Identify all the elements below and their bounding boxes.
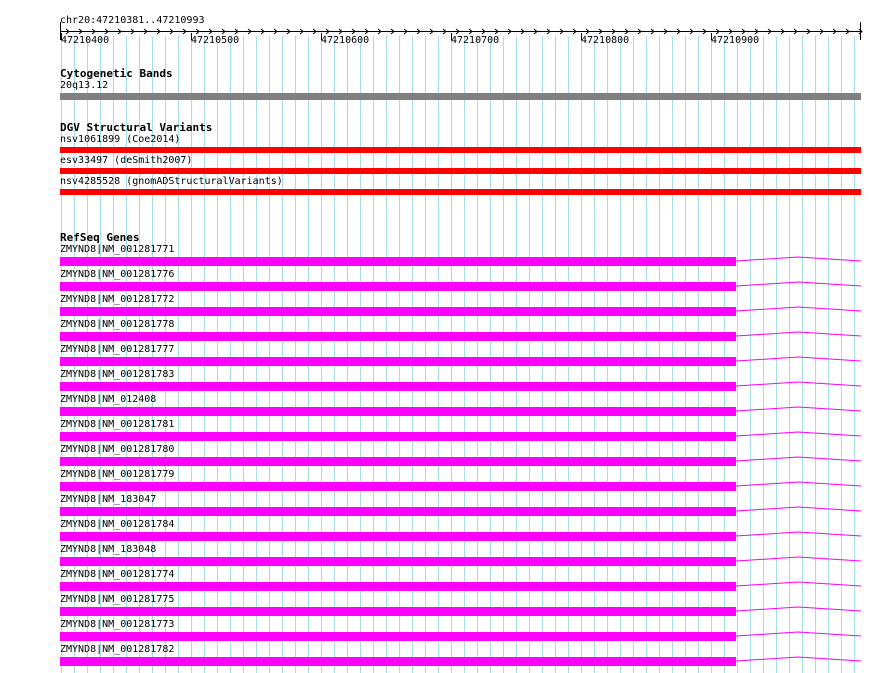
- track-title-dgv: DGV Structural Variants: [60, 121, 213, 134]
- cytoband-label: 20q13.12: [60, 80, 109, 91]
- refseq-exon-bar[interactable]: [60, 657, 736, 666]
- dgv-feature-label: esv33497 (deSmith2007): [60, 155, 193, 166]
- refseq-transcript-label: ZMYND8|NM_183047: [60, 494, 157, 505]
- refseq-intron-line: [736, 307, 861, 311]
- refseq-transcript-label: ZMYND8|NM_183048: [60, 544, 157, 555]
- refseq-intron-line: [736, 407, 861, 411]
- refseq-transcript-label: ZMYND8|NM_001281782: [60, 644, 175, 655]
- track-title-cytoband: Cytogenetic Bands: [60, 67, 173, 80]
- refseq-intron-line: [736, 557, 861, 561]
- refseq-exon-bar[interactable]: [60, 357, 736, 366]
- refseq-transcript-label: ZMYND8|NM_001281783: [60, 369, 175, 380]
- refseq-intron-line: [736, 257, 861, 261]
- refseq-intron-line: [736, 432, 861, 436]
- refseq-exon-bar[interactable]: [60, 507, 736, 516]
- refseq-exon-bar[interactable]: [60, 307, 736, 316]
- ruler-tick-label: 47210500: [191, 35, 240, 46]
- refseq-intron-line: [736, 382, 861, 386]
- refseq-exon-bar[interactable]: [60, 332, 736, 341]
- dgv-feature-label: nsv1061899 (Coe2014): [60, 134, 181, 145]
- refseq-transcript-label: ZMYND8|NM_001281775: [60, 594, 175, 605]
- refseq-exon-bar[interactable]: [60, 582, 736, 591]
- dgv-feature-bar[interactable]: [60, 189, 861, 195]
- refseq-exon-bar[interactable]: [60, 607, 736, 616]
- cytoband-bar[interactable]: [60, 93, 861, 100]
- refseq-transcript-label: ZMYND8|NM_001281781: [60, 419, 175, 430]
- refseq-exon-bar[interactable]: [60, 407, 736, 416]
- ruler-tick-label: 47210900: [711, 35, 760, 46]
- refseq-transcript-label: ZMYND8|NM_001281774: [60, 569, 175, 580]
- refseq-intron-line: [736, 482, 861, 486]
- refseq-intron-line: [736, 357, 861, 361]
- refseq-transcript-label: ZMYND8|NM_001281772: [60, 294, 175, 305]
- ruler-tick-label: 47210800: [581, 35, 630, 46]
- track-title-refseq: RefSeq Genes: [60, 231, 140, 244]
- refseq-transcript-label: ZMYND8|NM_001281778: [60, 319, 175, 330]
- refseq-exon-bar[interactable]: [60, 257, 736, 266]
- refseq-intron-line: [736, 332, 861, 336]
- refseq-transcript-label: ZMYND8|NM_001281777: [60, 344, 175, 355]
- refseq-transcript-label: ZMYND8|NM_001281773: [60, 619, 175, 630]
- refseq-transcript-label: ZMYND8|NM_001281784: [60, 519, 175, 530]
- refseq-exon-bar[interactable]: [60, 482, 736, 491]
- refseq-exon-bar[interactable]: [60, 432, 736, 441]
- refseq-intron-line: [736, 607, 861, 611]
- ruler-range-label: chr20:47210381..47210993: [60, 15, 205, 26]
- refseq-exon-bar[interactable]: [60, 382, 736, 391]
- refseq-transcript-label: ZMYND8|NM_001281771: [60, 244, 175, 255]
- refseq-exon-bar[interactable]: [60, 557, 736, 566]
- refseq-intron-line: [736, 632, 861, 636]
- refseq-intron-line: [736, 457, 861, 461]
- dgv-feature-label: nsv4285528 (gnomADStructuralVariants): [60, 176, 283, 187]
- refseq-exon-bar[interactable]: [60, 632, 736, 641]
- refseq-intron-line: [736, 282, 861, 286]
- refseq-intron-line: [736, 582, 861, 586]
- refseq-exon-bar[interactable]: [60, 532, 736, 541]
- refseq-intron-line: [736, 657, 861, 661]
- ruler-tick-label: 47210700: [451, 35, 500, 46]
- refseq-exon-bar[interactable]: [60, 282, 736, 291]
- dgv-feature-bar[interactable]: [60, 147, 861, 153]
- refseq-intron-line: [736, 532, 861, 536]
- refseq-transcript-label: ZMYND8|NM_001281779: [60, 469, 175, 480]
- refseq-transcript-label: ZMYND8|NM_001281776: [60, 269, 175, 280]
- refseq-transcript-label: ZMYND8|NM_012408: [60, 394, 157, 405]
- refseq-exon-bar[interactable]: [60, 457, 736, 466]
- ruler-tick-label: 47210600: [321, 35, 370, 46]
- dgv-feature-bar[interactable]: [60, 168, 861, 174]
- ruler-tick-label: 47210400: [61, 35, 110, 46]
- refseq-intron-line: [736, 507, 861, 511]
- refseq-transcript-label: ZMYND8|NM_001281780: [60, 444, 175, 455]
